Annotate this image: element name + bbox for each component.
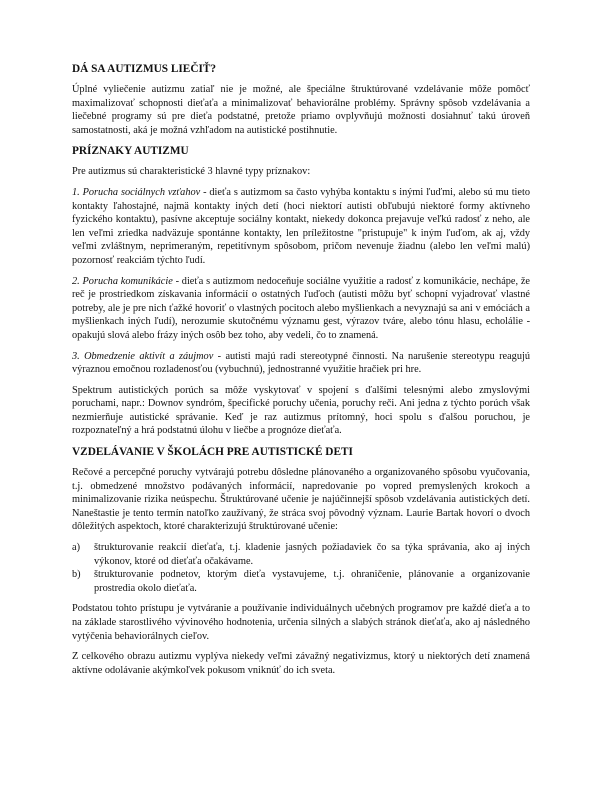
paragraph-intro: Pre autizmus sú charakteristické 3 hlavné typy príznakov: <box>72 166 311 178</box>
symptom-item <box>72 350 530 377</box>
symptom-label: 1. Porucha sociálnych vzťahov <box>72 186 201 198</box>
list-item-text: štrukturovanie podnetov, ktorým dieťa vystavujeme, t.j. ohraničenie, plánovanie a organizovanie prostredia okolo dieťaťa. <box>94 569 530 594</box>
list-item-text: štrukturovanie reakcií dieťaťa, t.j. kladenie jasných požiadaviek čo sa týka správania, ako aj iných výkonov, ktoré od dieťaťa očakávame. <box>94 542 530 567</box>
symptom-item <box>72 186 530 268</box>
list-marker: a) <box>72 542 80 554</box>
section-heading: PRÍZNAKY AUTIZMU <box>72 145 189 158</box>
paragraph: Rečové a percepčné poruchy vytvárajú potrebu dôsledne plánovaného a organizovaného spôsobu vyučovania, t.j. obmedzené množstvo podávaných informácií, napredovanie po vopred premyslených krokoch a minimalizovanie rizika neúspechu. Štruktúrované učenie je najúčinnejší spôsob vzdelávania autistických detí. Naneštastie je tento termín natoľko zaužívaný, že stráca svoj pôvodný význam. Laurie Bartak hovorí o dvoch dôležitých aspektoch, ktoré charakterizujú štruktúrované učenie: <box>72 467 530 533</box>
list-marker: b) <box>72 569 81 581</box>
section-autism-symptoms <box>72 144 530 438</box>
symptom-label: 2. Porucha komunikácie <box>72 275 173 287</box>
list-item <box>72 568 530 595</box>
paragraph: Podstatou tohto prístupu je vytváranie a používanie individuálnych učebných programov pre každé dieťa a to na základe starostlivého vývinového hodnotenia, určenia silných a slabých stránok dieťaťa, ako aj následného vytýčenia behaviorálnych cieľov. <box>72 603 530 642</box>
paragraph: Z celkového obrazu autizmu vyplýva niekedy veľmi závažný negativizmus, ktorý u niektorých detí znamená aktívne odolávanie akýmkoľvek pokusom vniknúť do ich sveta. <box>72 651 530 676</box>
paragraph: Úplné vyliečenie autizmu zatiaľ nie je možné, ale špeciálne štruktúrované vzdelávanie môže pomôcť maximalizovať schopnosti dieťaťa a minimalizovať behaviorálne problémy. Správny spôsob vzdelávania a liečebné programy sú pre dieťa podstatné, pretože priamo ovplyvňujú možnosti dosiahnuť takú úroveň samostatnosti, aká je možná vzhľadom na autistické postihnutie. <box>72 84 530 136</box>
structured-learning-list <box>72 541 530 595</box>
symptom-item <box>72 275 530 343</box>
section-heading: VZDELÁVANIE V ŠKOLÁCH PRE AUTISTICKÉ DETI <box>72 446 353 459</box>
section-education-in-schools <box>72 445 530 677</box>
list-item <box>72 541 530 568</box>
section-heading: DÁ SA AUTIZMUS LIEČIŤ? <box>72 63 217 75</box>
section-can-autism-be-cured <box>72 62 530 137</box>
paragraph: Spektrum autistických porúch sa môže vyskytovať v spojení s ďalšími telesnými alebo zmyslovými poruchami, napr.: Downov syndróm, špecifické poruchy učenia, poruchy reči. Ani jedna z týchto porúch však nezmierňuje autistické správanie. Keď je raz autizmus prítomný, hoci spolu s ďalšou poruchou, je rozpoznateľný a hrá podstatnú úlohu v liečbe a prognóze dieťaťa. <box>72 384 530 437</box>
symptom-text: - dieťa s autizmom sa často vyhýba kontaktu s inými ľuďmi, alebo sú mu tieto kontakty ľahostajné, najmä kontakty iných detí (hoci niektorí autisti obľubujú niektoré formy aktívneho fyzického kontaktu), pasívne akceptuje sociálny kontakt, niekedy dokonca prejavuje veľkú radosť z neho, ale len veľmi zriedka nadväzuje spontánne kontakty, len príležitostne "pristupuje" k iným ľuďom, ak aj, vždy veľmi zvláštnym, neprimeraným, repetitívnym spôsobom, pričom nevenuje žiadnu (alebo len veľmi malú) pozornosť reakciám týchto ľudí. <box>72 186 530 266</box>
document-page <box>72 62 530 684</box>
symptom-text: - autisti majú radi stereotypné činnosti. Na narušenie stereotypu reagujú výraznou emočnou rozladenosťou (vybuchnú), jednostranné využitie hračiek pri hre. <box>72 350 530 376</box>
symptom-label: 3. Obmedzenie aktivít a záujmov <box>72 350 214 362</box>
symptom-text: - dieťa s autizmom nedoceňuje sociálne využitie a radosť z komunikácie, nechápe, že reč je prostriedkom získavania informácií o ostatných ľuďoch (autisti môžu byť schopní vyjadrovať vlastné potreby, ale je pre nich ťažké hovoriť o vlastných pocitoch alebo myšlienkach a nevyznajú sa ani v emóciách a myšlienkach iných ľudí), nerozumie skutočnému významu gest, výrazov tváre, alebo tónu hlasu, echolálie - opakujú slová alebo frázy iných osôb bez toho, aby vedeli, čo to znamená. <box>72 275 530 341</box>
